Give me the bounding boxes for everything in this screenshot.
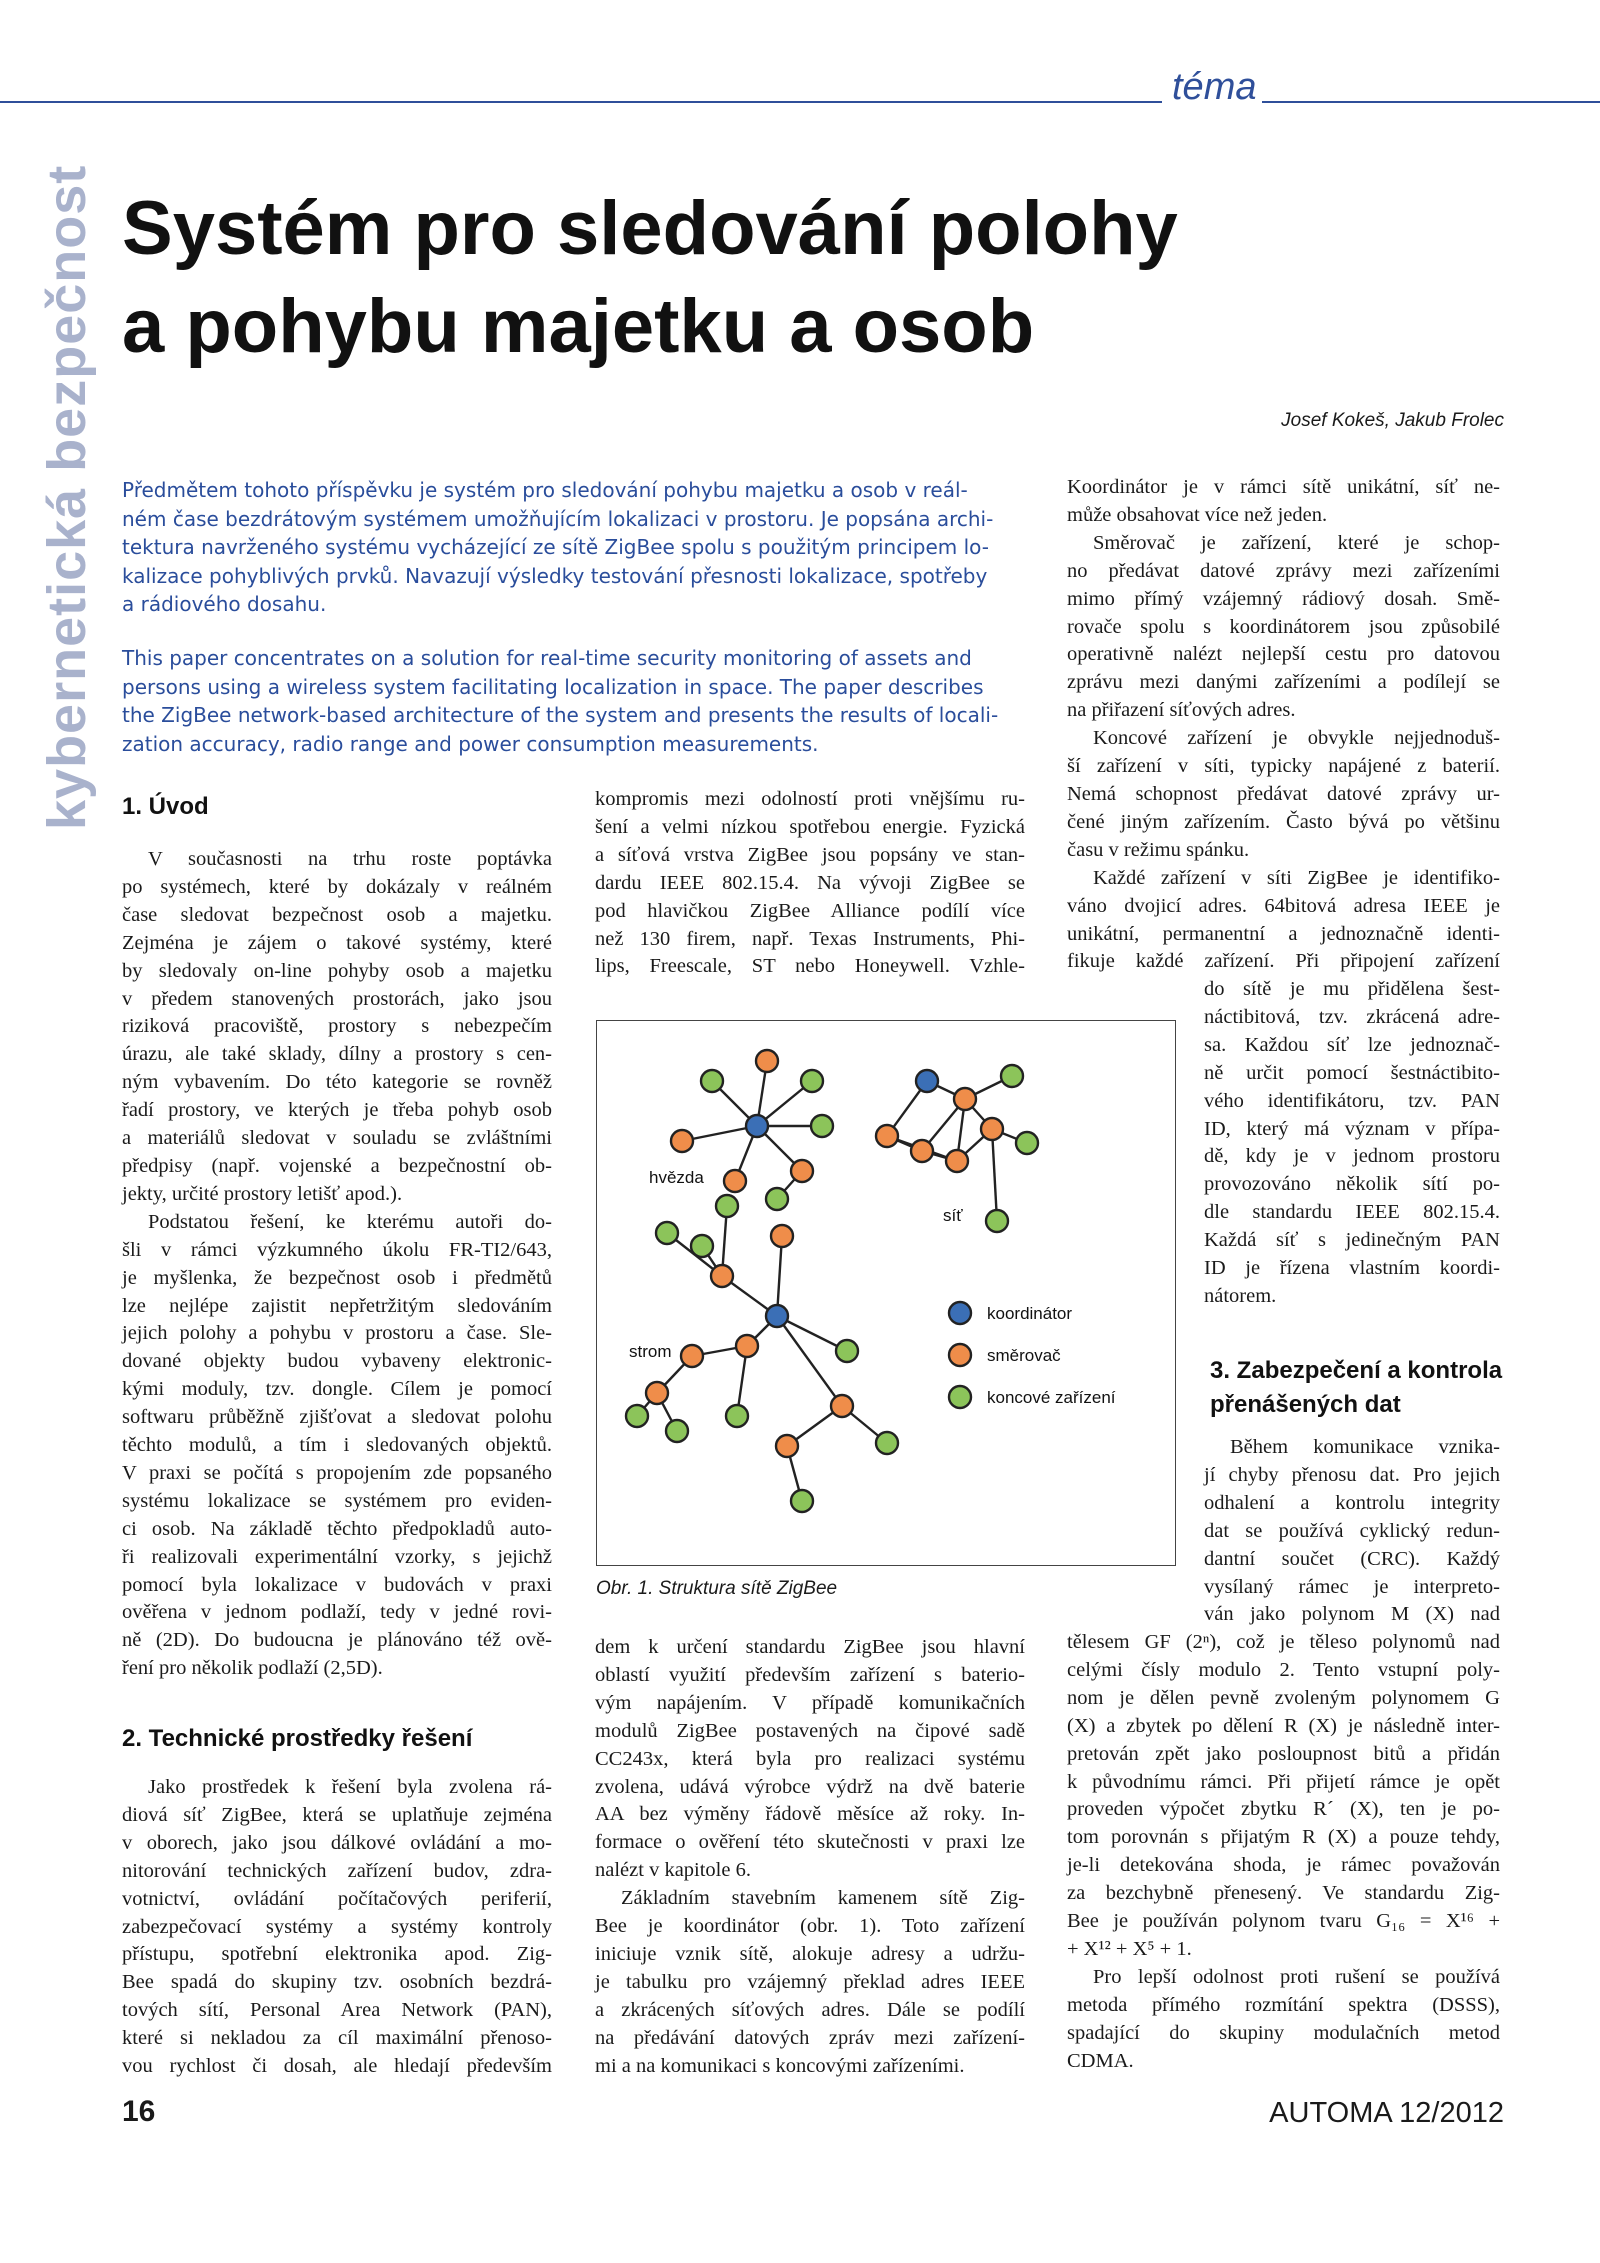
text-line: vým napájením. V případě komunikačních xyxy=(595,1691,1025,1714)
abstract-line: a rádiového dosahu. xyxy=(122,592,327,616)
text-line: ověřena v jednom podlaží, tedy v jedné rovi- xyxy=(122,1601,552,1624)
text-line: + X¹² + X⁵ + 1. xyxy=(1067,1937,1192,1960)
body-column-3-crc-wide xyxy=(1067,1629,1500,2076)
text-line: ři realizovali experimentální vzorky, s jejichž xyxy=(122,1545,552,1568)
journal-issue: AUTOMA 12/2012 xyxy=(1269,2097,1504,2129)
text-line: vého identifikátoru, tzv. PAN xyxy=(1204,1089,1500,1112)
text-line: modulů ZigBee postavených na čipové sadě xyxy=(595,1719,1025,1742)
text-line: Každé zařízení v síti ZigBee je identifiko- xyxy=(1093,866,1500,889)
text-line: V praxi se počítá s propojením zde popsaného xyxy=(122,1461,552,1484)
text-line: Základním stavebním kamenem sítě Zig- xyxy=(621,1887,1025,1910)
end-device-node xyxy=(691,1235,713,1257)
text-line: Bee je používán polynom tvaru G₁₆ = X¹⁶ + xyxy=(1067,1910,1500,1933)
text-line: dem k určení standardu ZigBee jsou hlavní xyxy=(595,1636,1025,1658)
end-device-node xyxy=(726,1405,748,1427)
authors: Josef Kokeš, Jakub Frolec xyxy=(1281,410,1504,431)
text-line: ně určit pomocí šestnáctibito- xyxy=(1204,1061,1500,1084)
abstract-line: kalizace pohyblivých prvků. Navazují výsledky testování přesnosti lokalizace, spotřeby xyxy=(122,563,988,588)
text-line: Koncové zařízení je obvykle nejjednoduš- xyxy=(1093,727,1500,750)
text-line: po systémech, které by dokázaly v reálném xyxy=(122,875,552,898)
abstract-cs xyxy=(122,476,1032,619)
mesh-label: síť xyxy=(943,1206,963,1225)
abstract-line: This paper concentrates on a solution for real-time security monitoring of assets and xyxy=(122,646,972,670)
text-line: oblastí využití především zařízení s baterio- xyxy=(595,1663,1025,1686)
end-device-node xyxy=(701,1070,723,1092)
coordinator-node xyxy=(916,1070,938,1092)
text-line: a zkrácených síťových adres. Dále se podílí xyxy=(595,1998,1025,2021)
section-heading-3 xyxy=(1210,1354,1502,1422)
text-line: mi a na komunikaci s koncovými zařízeními. xyxy=(595,2054,965,2077)
text-line: úrazu, ale také sklady, dílny a prostory s cen- xyxy=(122,1043,552,1066)
text-line: kompromis mezi odolností proti vnějšímu ru- xyxy=(595,788,1025,810)
title-line: a pohybu majetku a osob xyxy=(122,284,1035,369)
end-device-node xyxy=(876,1432,898,1454)
text-line: tových sítí, Personal Area Network (PAN), xyxy=(122,1999,552,2022)
text-line: v předem stanovených prostorách, jako jsou xyxy=(122,987,552,1010)
legend-router-label: směrovač xyxy=(987,1346,1061,1365)
text-line: čené jiným zařízením. Často bývá po většinu xyxy=(1067,810,1500,833)
text-line: je tabulku pro vzájemný překlad adres IEEE xyxy=(595,1970,1025,1993)
section-heading-2: 2. Technické prostředky řešení xyxy=(122,1725,473,1752)
router-node xyxy=(831,1395,853,1417)
text-line: Koordinátor je v rámci sítě unikátní, síť ne- xyxy=(1067,476,1500,498)
abstract-line: persons using a wireless system facilitating localization in space. The paper describes xyxy=(122,674,984,699)
router-node xyxy=(646,1382,668,1404)
text-line: předpisy (např. vojenské a bezpečnostní ob- xyxy=(122,1154,552,1177)
text-line: lze nejlépe zajistit nepřetržitým sledováním xyxy=(122,1294,552,1317)
text-line: lips, Freescale, ST nebo Honeywell. Vzhle- xyxy=(595,955,1025,978)
text-line: pomocí byla lokalizace v budovách v praxi xyxy=(122,1573,552,1596)
router-node xyxy=(946,1150,968,1172)
text-line: zprávu mezi danými zařízeními a podílejí se xyxy=(1067,671,1500,694)
end-device-node xyxy=(766,1188,788,1210)
abstract-line: the ZigBee network-based architecture of the system and presents the results of locali- xyxy=(122,703,999,727)
text-line: proveden výpočet zbytku R´ (X), ten je po- xyxy=(1067,1798,1500,1821)
text-line: by sledovaly on-line pohyby osob a majetku xyxy=(122,959,552,982)
text-line: riziková pracoviště, prostory s nebezpečím xyxy=(122,1015,552,1038)
text-line: operativně nalézt nejlepší cestu pro datovou xyxy=(1067,643,1500,666)
router-node xyxy=(681,1345,703,1367)
end-device-node xyxy=(1001,1065,1023,1087)
router-node xyxy=(981,1118,1003,1140)
text-line: iniciuje vznik sítě, alokuje adresy a udržu- xyxy=(595,1942,1025,1965)
text-line: než 130 firem, např. Texas Instruments, Phi- xyxy=(595,927,1025,950)
network-link xyxy=(992,1129,997,1221)
text-line: tělesem GF (2ⁿ), což je těleso polynomů nad xyxy=(1067,1631,1500,1653)
text-line: Podstatou řešení, ke kterému autoři do- xyxy=(148,1210,552,1233)
text-line: nitorování technických zařízení budov, zdra- xyxy=(122,1859,552,1882)
text-line: které si nekladou za cíl maximální přenoso- xyxy=(122,2027,552,2050)
heading-line: 3. Zabezpečení a kontrola xyxy=(1210,1357,1503,1384)
text-line: Bee je koordinátor (obr. 1). Toto zařízení xyxy=(595,1915,1025,1938)
text-line: tom porovnán s přijatým R (X) a pouze tehdy, xyxy=(1067,1826,1500,1849)
abstract-line: zation accuracy, radio range and power consumption measurements. xyxy=(122,731,819,756)
end-device-node xyxy=(626,1405,648,1427)
text-line: dat se používá cyklický redun- xyxy=(1204,1519,1500,1542)
text-line: AA bez výměny řádově měsíce až roky. In- xyxy=(595,1803,1025,1826)
vertical-category xyxy=(30,130,100,830)
text-line: jekty, určité prostory letišť apod.). xyxy=(122,1182,403,1205)
text-line: času v režimu spánku. xyxy=(1067,838,1250,861)
legend-coordinator-dot xyxy=(949,1302,971,1324)
header-rule-right xyxy=(1262,101,1600,103)
end-device-node xyxy=(986,1210,1008,1232)
text-line: softwaru průběžně zjišťovat a sledovat polohu xyxy=(122,1406,552,1429)
article-title xyxy=(122,180,1422,376)
text-line: a materiálů sledovat v souladu se zvláštními xyxy=(122,1127,552,1150)
vertical-category-label: kybernetická bezpečnost xyxy=(37,164,97,830)
text-line: CDMA. xyxy=(1067,2049,1134,2072)
tree-label: strom xyxy=(629,1342,672,1361)
figure-zigbee xyxy=(596,1020,1176,1566)
section-heading-1: 1. Úvod xyxy=(122,793,209,820)
router-node xyxy=(791,1160,813,1182)
header-rule xyxy=(0,101,1162,103)
section-label: téma xyxy=(1172,66,1257,108)
text-line: ně (2D). Do budoucna je plánováno též ově- xyxy=(122,1629,552,1652)
abstract-line: tektura navrženého systému vycházející ze sítě ZigBee spolu s použitým principem lo- xyxy=(122,535,989,559)
end-device-node xyxy=(1016,1132,1038,1154)
text-line: může obsahovat více než jeden. xyxy=(1067,503,1328,526)
text-line: ření pro několik podlaží (2,5D). xyxy=(122,1657,383,1680)
text-line: Pro lepší odolnost proti rušení se používá xyxy=(1093,1965,1500,1988)
text-line: ší zařízení v síti, typicky napájené z baterií. xyxy=(1067,755,1500,778)
text-line: fikuje každé zařízení. Při připojení zařízení xyxy=(1067,950,1500,973)
text-line: nom je dělen pevně zvoleným polynomem G xyxy=(1067,1686,1500,1709)
end-device-node xyxy=(801,1070,823,1092)
abstract-en xyxy=(122,644,1032,758)
coordinator-node xyxy=(766,1305,788,1327)
text-line: dardu IEEE 802.15.4. Na vývoji ZigBee se xyxy=(595,871,1025,894)
text-line: rovače spolu s koordinátorem jsou způsobilé xyxy=(1067,615,1500,638)
text-line: Během komunikace vznika- xyxy=(1230,1436,1500,1458)
end-device-node xyxy=(666,1420,688,1442)
text-line: v oborech, jako jsou dálkové ovládání a mo- xyxy=(122,1831,552,1854)
text-line: metoda přímého rozmítání spektra (DSSS), xyxy=(1067,1993,1500,2016)
text-line: dované objekty budou vybaveny elektronic- xyxy=(122,1350,552,1373)
end-device-node xyxy=(791,1490,813,1512)
page-number: 16 xyxy=(122,2095,156,2128)
text-line: votnictví, ovládání počítačových periferií, xyxy=(122,1887,552,1910)
legend-router-dot xyxy=(949,1344,971,1366)
text-line: provozováno několik sítí po- xyxy=(1204,1173,1500,1196)
text-line: je-li detekována shoda, je rámec považován xyxy=(1067,1854,1500,1877)
router-node xyxy=(671,1130,693,1152)
text-line: jí chyby přenosu dat. Pro jejich xyxy=(1204,1463,1500,1486)
text-line: V současnosti na trhu roste poptávka xyxy=(148,848,552,870)
body-column-1-intro xyxy=(122,846,552,1683)
router-node xyxy=(911,1140,933,1162)
text-line: spadající do skupiny modulačních metod xyxy=(1067,2021,1500,2044)
text-line: dle standardu IEEE 802.15.4. xyxy=(1204,1201,1500,1224)
text-line: systému lokalizace se systémem pro eviden- xyxy=(122,1489,552,1512)
text-line: zabezpečovací systémy a systémy kontroly xyxy=(122,1915,552,1938)
text-line: no předávat datové zprávy mezi zařízeními xyxy=(1067,559,1500,582)
legend-coordinator-label: koordinátor xyxy=(987,1304,1073,1323)
text-line: Směrovač je zařízení, které je schop- xyxy=(1093,531,1500,554)
title-line: Systém pro sledování polohy xyxy=(122,186,1178,271)
text-line: dě, kdy je v jednom prostoru xyxy=(1204,1145,1500,1168)
text-line: odhalení a kontrolu integrity xyxy=(1204,1491,1500,1514)
text-line: čase sledovat bezpečnost osob a majetku. xyxy=(122,903,552,926)
end-device-node xyxy=(716,1195,738,1217)
text-line: přístupu, spotřební elektronika apod. Zig- xyxy=(122,1943,552,1966)
text-line: nátorem. xyxy=(1204,1284,1277,1307)
router-node xyxy=(771,1225,793,1247)
figure-caption: Obr. 1. Struktura sítě ZigBee xyxy=(596,1578,838,1599)
text-line: jejich polohy a pohybu v prostoru a čase. Sle- xyxy=(122,1322,552,1345)
router-node xyxy=(724,1170,746,1192)
body-column-2-top xyxy=(595,786,1025,981)
text-line: ID je řízena vlastním koordi- xyxy=(1204,1257,1500,1280)
text-line: pretován zpět jako posloupnost bitů a přidán xyxy=(1067,1742,1500,1765)
body-column-2-bottom xyxy=(595,1634,1025,2081)
text-line: na přiřazení síťových adres. xyxy=(1067,699,1296,722)
text-line: mimo přímý vzájemný rádiový dosah. Smě- xyxy=(1067,587,1500,610)
text-line: unikátní, permanentní a jednoznačně identi- xyxy=(1067,922,1500,945)
legend-end-device-label: koncové zařízení xyxy=(987,1388,1116,1407)
text-line: za bezchybně přenesený. Ve standardu Zig- xyxy=(1067,1882,1500,1905)
text-line: Jako prostředek k řešení byla zvolena rá- xyxy=(148,1776,552,1798)
text-line: (X) a zbytek po dělení R (X) je následně inter- xyxy=(1067,1714,1500,1737)
router-node xyxy=(736,1335,758,1357)
text-line: do sítě je mu přidělena šest- xyxy=(1204,978,1500,1000)
text-line: celými čísly modulo 2. Tento vstupní poly- xyxy=(1067,1658,1500,1681)
legend-end-device-dot xyxy=(949,1386,971,1408)
text-line: náctibitová, tzv. zkrácená adre- xyxy=(1204,1005,1500,1028)
text-line: řadí prostory, ve kterých je třeba pohyb osob xyxy=(122,1099,552,1122)
text-line: CC243x, která byla pro realizaci systému xyxy=(595,1747,1025,1770)
text-line: formace o ověření této skutečnosti v praxi lze xyxy=(595,1831,1025,1854)
text-line: těchto modulů, a tím i sledovaných objektů. xyxy=(122,1434,552,1457)
abstract-line: ném čase bezdrátovým systémem umožňujícím lokalizaci v prostoru. Je popsána archi- xyxy=(122,506,994,531)
text-line: vou rychlost či dosah, ale hledají především xyxy=(122,2055,552,2078)
network-link xyxy=(777,1316,842,1406)
network-diagram xyxy=(597,1021,1174,1564)
text-line: ván jako polynom M (X) nad xyxy=(1204,1603,1500,1626)
router-node xyxy=(876,1125,898,1147)
end-device-node xyxy=(836,1340,858,1362)
text-line: Nemá schopnost předávat datové zprávy ur- xyxy=(1067,782,1500,805)
end-device-node xyxy=(811,1115,833,1137)
body-column-1-tech xyxy=(122,1774,552,2081)
text-line: k původnímu rámci. Při přijetí rámce je opět xyxy=(1067,1770,1500,1793)
text-line: Zejména je zájem o takové systémy, které xyxy=(122,931,552,954)
text-line: dantní součet (CRC). Každý xyxy=(1204,1547,1500,1570)
text-line: váno dvojicí adres. 64bitová adresa IEEE je xyxy=(1067,894,1500,917)
text-line: sa. Každou síť lze jednoznač- xyxy=(1204,1033,1500,1056)
heading-line: přenášených dat xyxy=(1210,1391,1401,1418)
star-label: hvězda xyxy=(649,1168,704,1187)
text-line: je myšlenka, že bezpečnost osob i předmětů xyxy=(122,1266,552,1289)
text-line: diová síť ZigBee, která se uplatňuje zejména xyxy=(122,1803,552,1826)
body-column-3-top xyxy=(1067,474,1500,976)
body-column-3-narrow xyxy=(1204,976,1500,1311)
abstract-line: Předmětem tohoto příspěvku je systém pro sledování pohybu majetku a osob v reál- xyxy=(122,478,968,502)
text-line: ci osob. Na základě těchto předpokladů auto- xyxy=(122,1517,552,1540)
text-line: vysílaný rámec je interpreto- xyxy=(1204,1575,1500,1598)
router-node xyxy=(756,1050,778,1072)
text-line: šli v rámci výzkumného úkolu FR-TI2/643, xyxy=(122,1238,552,1261)
text-line: na předávání datových zpráv mezi zařízení- xyxy=(595,2026,1025,2049)
text-line: pod hlavičkou ZigBee Alliance podílí více xyxy=(595,899,1025,922)
text-line: ID, který má význam v přípa- xyxy=(1204,1117,1500,1140)
text-line: šení a velmi nízkou spotřebou energie. Fyzická xyxy=(595,815,1025,838)
router-node xyxy=(711,1265,733,1287)
router-node xyxy=(954,1088,976,1110)
text-line: Bee spadá do skupiny tzv. osobních bezdrá- xyxy=(122,1971,552,1994)
text-line: a síťová vrstva ZigBee jsou popsány ve stan- xyxy=(595,843,1025,866)
text-line: kými moduly, tzv. dongle. Cílem je pomocí xyxy=(122,1378,552,1401)
text-line: zvolena, udává výrobce výdrž na dvě baterie xyxy=(595,1775,1025,1798)
body-column-3-crc-narrow xyxy=(1204,1434,1500,1629)
text-line: nalézt v kapitole 6. xyxy=(595,1859,751,1882)
text-line: Každá síť s jedinečným PAN xyxy=(1204,1229,1500,1252)
coordinator-node xyxy=(746,1115,768,1137)
router-node xyxy=(776,1435,798,1457)
text-line: ným vybavením. Do této kategorie se rovněž xyxy=(122,1071,552,1094)
end-device-node xyxy=(656,1222,678,1244)
